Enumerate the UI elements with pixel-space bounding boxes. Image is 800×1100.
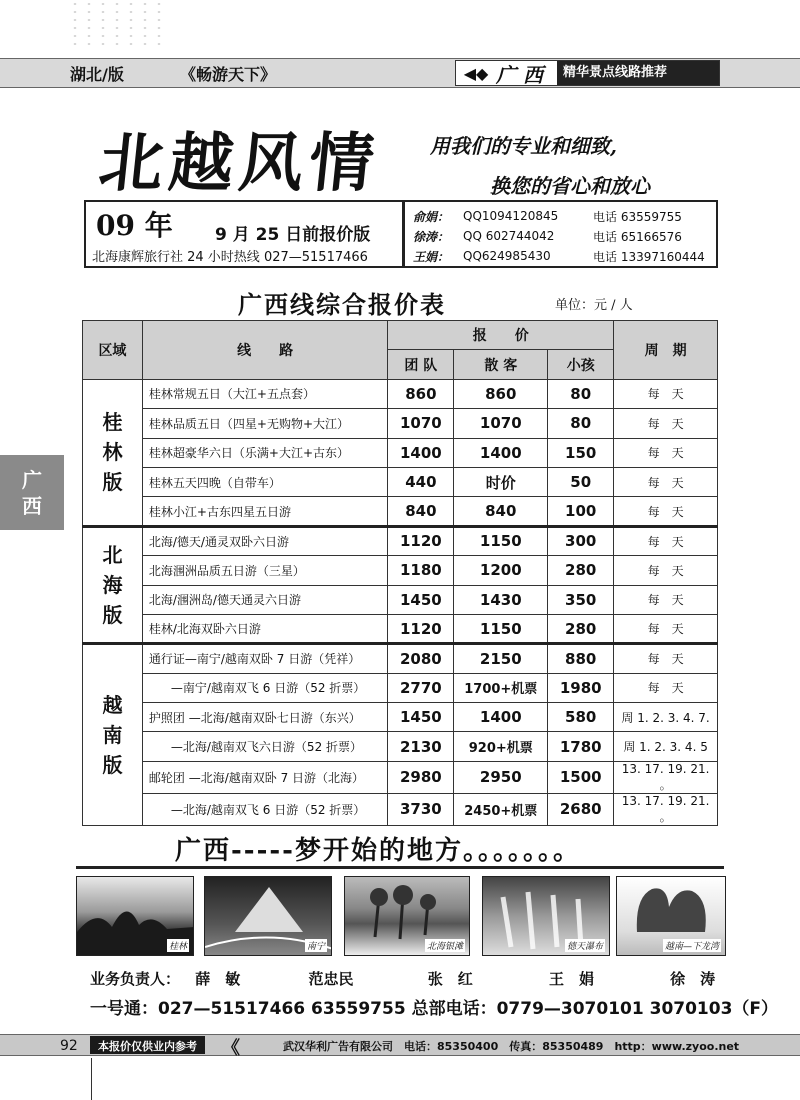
- staff-row: [90, 968, 730, 989]
- cell-individual: 2950: [454, 761, 548, 793]
- cell-schedule: 每 天: [614, 497, 718, 526]
- cell-group: 2980: [388, 761, 454, 793]
- bottom-slogan: 广西-----梦开始的地方。。。。。。。: [175, 836, 581, 866]
- cell-group: 440: [388, 467, 454, 496]
- photo-guilin: [76, 876, 194, 956]
- staff-name: 徐 涛: [670, 970, 716, 988]
- contact-qq: QQ1094120845: [463, 209, 559, 223]
- staff-name: 张 红: [427, 970, 473, 988]
- table-row: [83, 761, 718, 793]
- phone-line: 一号通：027—51517466 63559755 总部电话：0779—3070101 3070103（F）: [90, 999, 779, 1019]
- cell-individual: 2150: [454, 644, 548, 673]
- region-label: 越 南 版: [83, 644, 143, 826]
- cell-group: 3730: [388, 793, 454, 825]
- contact-row: [413, 226, 708, 246]
- cell-group: 1120: [388, 614, 454, 643]
- table-header-row: [83, 321, 718, 350]
- staff-name: 范忠民: [308, 970, 354, 988]
- table-row: [83, 467, 718, 496]
- cell-group: 1450: [388, 585, 454, 614]
- photo-caption: 南宁: [305, 939, 327, 952]
- divider: [76, 866, 724, 869]
- cell-route: 桂林小江+古东四星五日游: [142, 497, 388, 526]
- region-banner: [455, 60, 720, 86]
- col-price: 报 价: [388, 321, 614, 350]
- cell-schedule: 每 天: [614, 644, 718, 673]
- cell-individual: 1150: [454, 526, 548, 555]
- cell-individual: 920+机票: [454, 732, 548, 761]
- contact-name: 王娟：: [413, 249, 450, 264]
- cell-schedule: 每 天: [614, 409, 718, 438]
- unit-label: 单位：元 / 人: [555, 298, 633, 313]
- cell-child: 280: [548, 614, 614, 643]
- cell-individual: 1200: [454, 556, 548, 585]
- contact-name: 徐涛：: [413, 229, 450, 244]
- cell-route: —北海/越南双飞六日游（52 折票）: [142, 732, 388, 761]
- cell-group: 860: [388, 379, 454, 408]
- cell-group: 840: [388, 497, 454, 526]
- cell-schedule: 周 1. 2. 3. 4. 7.: [614, 703, 718, 732]
- edition-label: 湖北/版: [70, 65, 124, 84]
- region-label: 北 海 版: [83, 526, 143, 644]
- page-number: 92: [60, 1038, 78, 1054]
- cell-route: 桂林五天四晚（自带车）: [142, 467, 388, 496]
- photo-caption: 德天瀑布: [565, 939, 605, 952]
- contact-phone: 电话 65166576: [593, 229, 682, 244]
- cell-child: 80: [548, 409, 614, 438]
- year-label: 09 年: [96, 209, 173, 242]
- table-row: [83, 379, 718, 408]
- dot-decoration: [68, 0, 168, 48]
- side-tab-char: 广: [22, 467, 42, 492]
- cell-child: 280: [548, 556, 614, 585]
- contact-qq: QQ624985430: [463, 249, 551, 263]
- table-row: [83, 644, 718, 673]
- table-row: [83, 409, 718, 438]
- col-route: 线 路: [142, 321, 388, 380]
- table-row: [83, 438, 718, 467]
- slogan-line-2: 换您的省心和放心: [490, 174, 650, 198]
- margin-line: [91, 1058, 92, 1100]
- slogan-line-1: 用我们的专业和细致,: [430, 134, 617, 158]
- table-row: [83, 793, 718, 825]
- photo-detian: [482, 876, 610, 956]
- staff-name: 王 娟: [548, 970, 594, 988]
- table-row: [83, 614, 718, 643]
- cell-schedule: 周 1. 2. 3. 4. 5: [614, 732, 718, 761]
- cell-route: 桂林超豪华六日（乐满+大江+古东）: [142, 438, 388, 467]
- cell-schedule: 每 天: [614, 526, 718, 555]
- cell-child: 2680: [548, 793, 614, 825]
- page-title: 北越风情: [95, 126, 384, 201]
- cell-child: 150: [548, 438, 614, 467]
- cell-route: 北海/德天/通灵双卧六日游: [142, 526, 388, 555]
- table-row: [83, 497, 718, 526]
- col-region: 区域: [83, 321, 143, 380]
- cell-child: 300: [548, 526, 614, 555]
- contact-row: [413, 206, 708, 226]
- cell-schedule: 每 天: [614, 438, 718, 467]
- cell-group: 1180: [388, 556, 454, 585]
- diamond-icon: ◀◆: [463, 63, 489, 83]
- cell-individual: 1400: [454, 438, 548, 467]
- cell-route: 北海/涠洲岛/德天通灵六日游: [142, 585, 388, 614]
- chevron-icon: 《: [222, 1038, 240, 1059]
- cell-child: 350: [548, 585, 614, 614]
- table-row: [83, 673, 718, 702]
- cell-child: 1780: [548, 732, 614, 761]
- cell-individual: 1700+机票: [454, 673, 548, 702]
- cell-route: 护照团 —北海/越南双卧七日游（东兴）: [142, 703, 388, 732]
- photo-caption: 桂林: [167, 939, 189, 952]
- col-schedule: 周 期: [614, 321, 718, 380]
- cell-individual: 时价: [454, 467, 548, 496]
- cell-group: 1120: [388, 526, 454, 555]
- staff-name: 薛 敏: [195, 970, 241, 988]
- contact-qq: QQ 602744042: [463, 229, 555, 243]
- cell-route: 北海涠洲品质五日游（三星）: [142, 556, 388, 585]
- col-group: 团 队: [388, 350, 454, 379]
- cell-schedule: 每 天: [614, 467, 718, 496]
- table-row: [83, 585, 718, 614]
- agency-hotline: 北海康辉旅行社 24 小时热线 027—51517466: [92, 250, 368, 265]
- photo-caption: 越南—下龙湾: [663, 939, 721, 952]
- footer-note: 本报价仅供业内参考: [90, 1036, 205, 1054]
- photo-caption: 北海银滩: [425, 939, 465, 952]
- table-row: [83, 556, 718, 585]
- staff-label: 业务负责人：: [90, 970, 181, 988]
- table-title: 广西线综合报价表: [238, 290, 446, 319]
- side-tab: [0, 455, 64, 530]
- cell-child: 50: [548, 467, 614, 496]
- cell-individual: 2450+机票: [454, 793, 548, 825]
- col-individual: 散 客: [454, 350, 548, 379]
- region-tag: 精华景点线路推荐: [557, 61, 719, 85]
- contact-name: 俞娟：: [413, 209, 450, 224]
- cell-schedule: 每 天: [614, 673, 718, 702]
- photo-beihai: [344, 876, 470, 956]
- cell-individual: 860: [454, 379, 548, 408]
- region-name: 广 西: [496, 62, 543, 87]
- cell-schedule: 每 天: [614, 379, 718, 408]
- cell-route: —北海/越南双飞 6 日游（52 折票）: [142, 793, 388, 825]
- cell-individual: 1070: [454, 409, 548, 438]
- cell-schedule: 每 天: [614, 556, 718, 585]
- edition-date: 9 月 25 日前报价版: [215, 225, 371, 245]
- cell-individual: 1400: [454, 703, 548, 732]
- contact-box: [404, 200, 718, 268]
- cell-route: 桂林品质五日（四星+无购物+大江）: [142, 409, 388, 438]
- cell-child: 1980: [548, 673, 614, 702]
- cell-child: 580: [548, 703, 614, 732]
- cell-group: 1070: [388, 409, 454, 438]
- cell-route: 桂林常规五日（大江+五点套）: [142, 379, 388, 408]
- cell-child: 1500: [548, 761, 614, 793]
- cell-group: 1400: [388, 438, 454, 467]
- cell-child: 100: [548, 497, 614, 526]
- cell-individual: 1150: [454, 614, 548, 643]
- cell-individual: 840: [454, 497, 548, 526]
- region-label: 桂 林 版: [83, 379, 143, 526]
- cell-child: 880: [548, 644, 614, 673]
- cell-route: 通行证—南宁/越南双卧 7 日游（凭祥）: [142, 644, 388, 673]
- photo-halong: [616, 876, 726, 956]
- cell-route: —南宁/越南双飞 6 日游（52 折票）: [142, 673, 388, 702]
- cell-schedule: 13. 17. 19. 21. 。: [614, 761, 718, 793]
- price-table: [82, 320, 718, 826]
- photo-nanning: [204, 876, 332, 956]
- cell-group: 2080: [388, 644, 454, 673]
- table-row: [83, 703, 718, 732]
- contact-phone: 电话 13397160444: [593, 249, 705, 264]
- side-tab-char: 西: [22, 493, 42, 518]
- cell-individual: 1430: [454, 585, 548, 614]
- cell-group: 2130: [388, 732, 454, 761]
- cell-schedule: 每 天: [614, 585, 718, 614]
- cell-group: 1450: [388, 703, 454, 732]
- cell-route: 桂林/北海双卧六日游: [142, 614, 388, 643]
- col-child: 小孩: [548, 350, 614, 379]
- cell-schedule: 每 天: [614, 614, 718, 643]
- cell-group: 2770: [388, 673, 454, 702]
- cell-route: 邮轮团 —北海/越南双卧 7 日游（北海）: [142, 761, 388, 793]
- table-row: [83, 732, 718, 761]
- contact-phone: 电话 63559755: [593, 209, 682, 224]
- cell-schedule: 13. 17. 19. 21. 。: [614, 793, 718, 825]
- contact-row: [413, 246, 708, 266]
- cell-child: 80: [548, 379, 614, 408]
- table-row: [83, 526, 718, 555]
- footer-company: 武汉华利广告有限公司 电话：85350400 传真：85350489 http：www.zyoo.net: [283, 1040, 740, 1053]
- book-title: 《畅游天下》: [180, 65, 277, 84]
